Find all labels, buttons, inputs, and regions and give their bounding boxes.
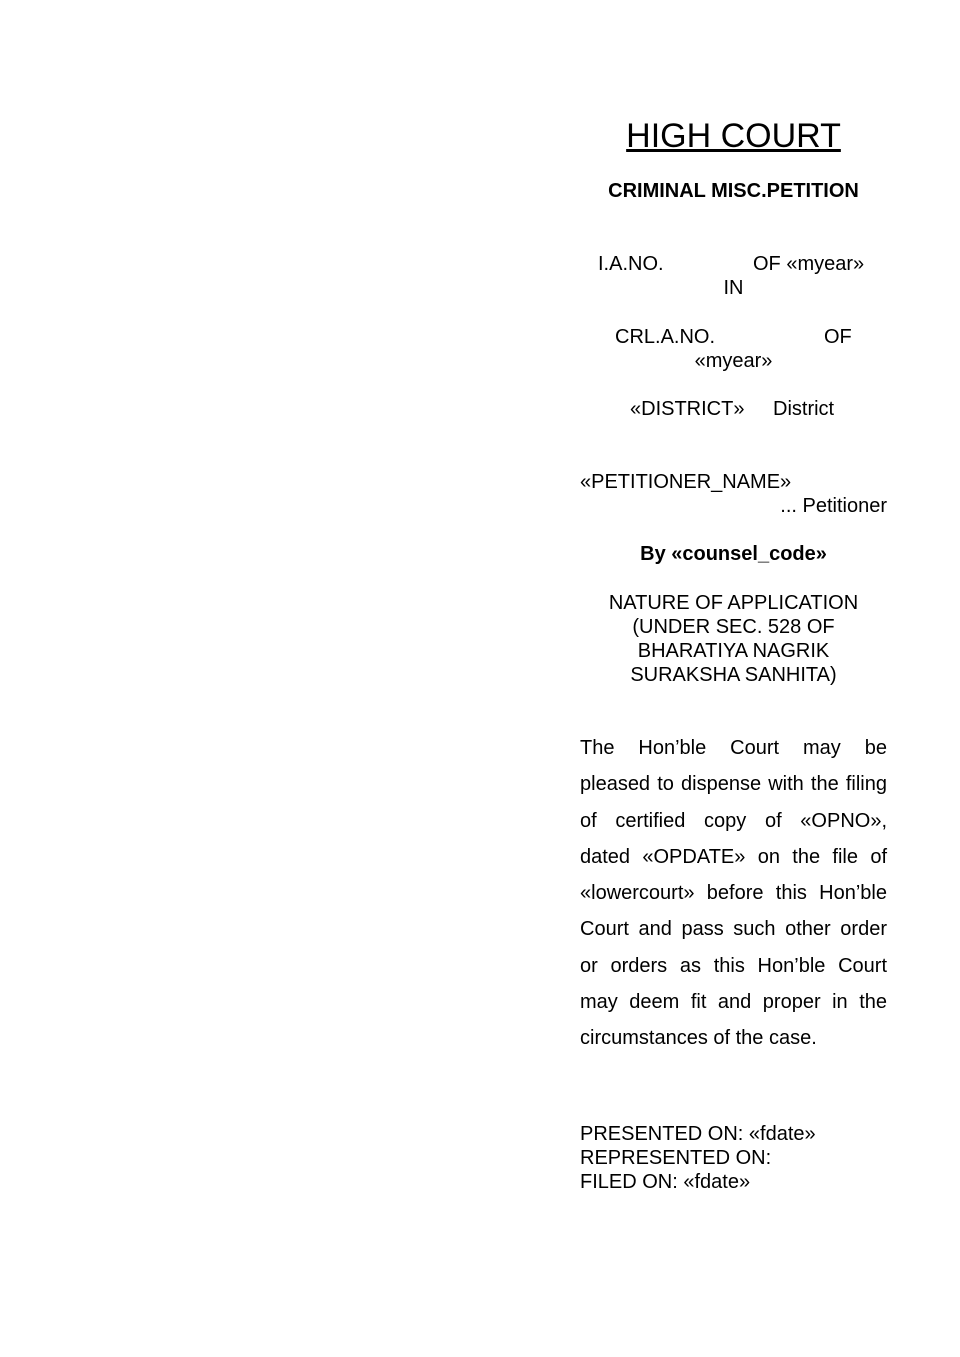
crl-of-label: OF [824, 326, 852, 348]
crl-year: «myear» [694, 350, 773, 372]
ia-in-label: IN [723, 277, 744, 299]
crl-number-label: CRL.A.NO. [615, 326, 716, 348]
nature-line-3: BHARATIYA NAGRIK [637, 640, 830, 662]
ia-number-label: I.A.NO. [598, 253, 664, 275]
district-value: «DISTRICT» [630, 398, 745, 420]
counsel-line: By «counsel_code» [640, 543, 827, 565]
petition-type: CRIMINAL MISC.PETITION [608, 180, 859, 202]
nature-line-4: SURAKSHA SANHITA) [630, 664, 837, 686]
prayer-paragraph: The Hon’ble Court may be pleased to dispense with the filing of certified copy of «OPNO», dated «OPDATE» on the file of «lowercourt» before this Hon’ble Court and pass such other order or orders as this Hon’ble Court may deem fit and proper in the circumstances of the case. [580, 737, 887, 1050]
petitioner-role: ... Petitioner [780, 495, 887, 517]
ia-of-year: OF «myear» [753, 253, 865, 275]
nature-line-1: NATURE OF APPLICATION [608, 592, 859, 614]
cover-column [580, 0, 887, 1357]
filing-details [580, 1122, 887, 1194]
filed-on: FILED ON: «fdate» [580, 1171, 751, 1193]
nature-of-application [580, 591, 887, 687]
presented-on: PRESENTED ON: «fdate» [580, 1123, 816, 1145]
represented-on: REPRESENTED ON: [580, 1147, 772, 1169]
petitioner-name: «PETITIONER_NAME» [580, 471, 792, 493]
nature-line-2: (UNDER SEC. 528 OF [632, 616, 835, 638]
court-title: HIGH COURT [626, 117, 841, 155]
district-label: District [773, 398, 835, 420]
